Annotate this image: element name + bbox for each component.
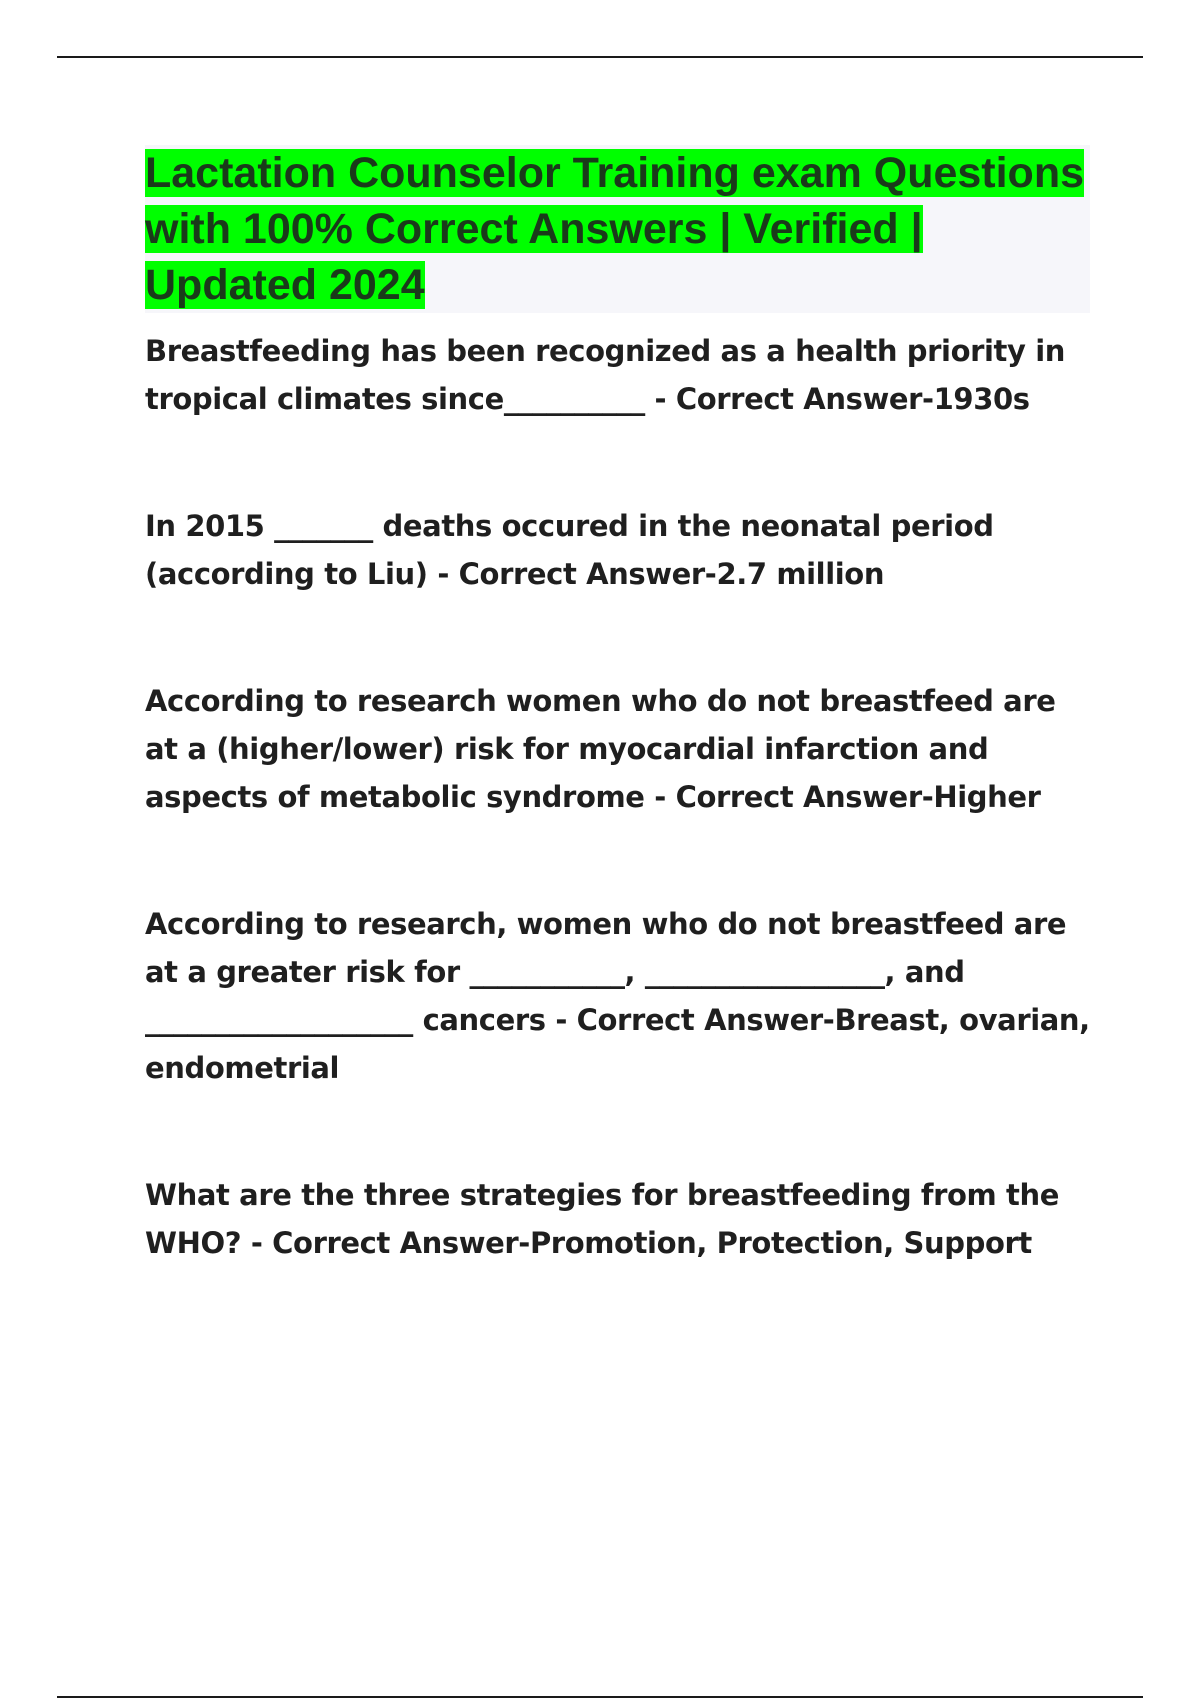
answer-prefix: - Correct Answer- (644, 780, 934, 814)
answer-prefix: - Correct Answer- (241, 1226, 530, 1260)
question-text: According to research, women who do not breastfeed are at a greater risk for ___________, _________________, and ___________________ cancers (145, 907, 1067, 1037)
title-block (145, 145, 1090, 313)
question-text: According to research women who do not breastfeed are at a (higher/lower) risk for myocardial infarction and aspects of metabolic syndrome (145, 684, 1056, 814)
answer-text: Promotion, Protection, Support (529, 1226, 1032, 1260)
answer-prefix: - Correct Answer- (545, 1003, 835, 1037)
answer-prefix: - Correct Answer- (644, 382, 934, 416)
qa-item (145, 677, 1090, 821)
question-text: What are the three strategies for breastfeeding from the WHO? (145, 1178, 1060, 1260)
qa-item (145, 327, 1090, 423)
document-body (145, 145, 1090, 1346)
answer-text: 1930s (933, 382, 1030, 416)
top-rule (57, 56, 1143, 58)
answer-text: Breast, ovarian, endometrial (145, 1003, 1090, 1085)
document-title (145, 145, 1090, 313)
qa-item (145, 1171, 1090, 1267)
qa-item (145, 900, 1090, 1092)
question-text: In 2015 _______ deaths occured in the neonatal period (according to Liu) (145, 509, 994, 591)
qa-list (145, 327, 1090, 1267)
question-text: Breastfeeding has been recognized as a health priority in tropical climates since__________ (145, 334, 1065, 416)
answer-text: Higher (933, 780, 1041, 814)
answer-text: 2.7 million (716, 557, 885, 591)
bottom-rule (57, 1696, 1143, 1698)
answer-prefix: - Correct Answer- (427, 557, 717, 591)
qa-item (145, 502, 1090, 598)
title-highlight: Lactation Counselor Training exam Questions with 100% Correct Answers | Verified | Updated 2024 (145, 149, 1085, 309)
